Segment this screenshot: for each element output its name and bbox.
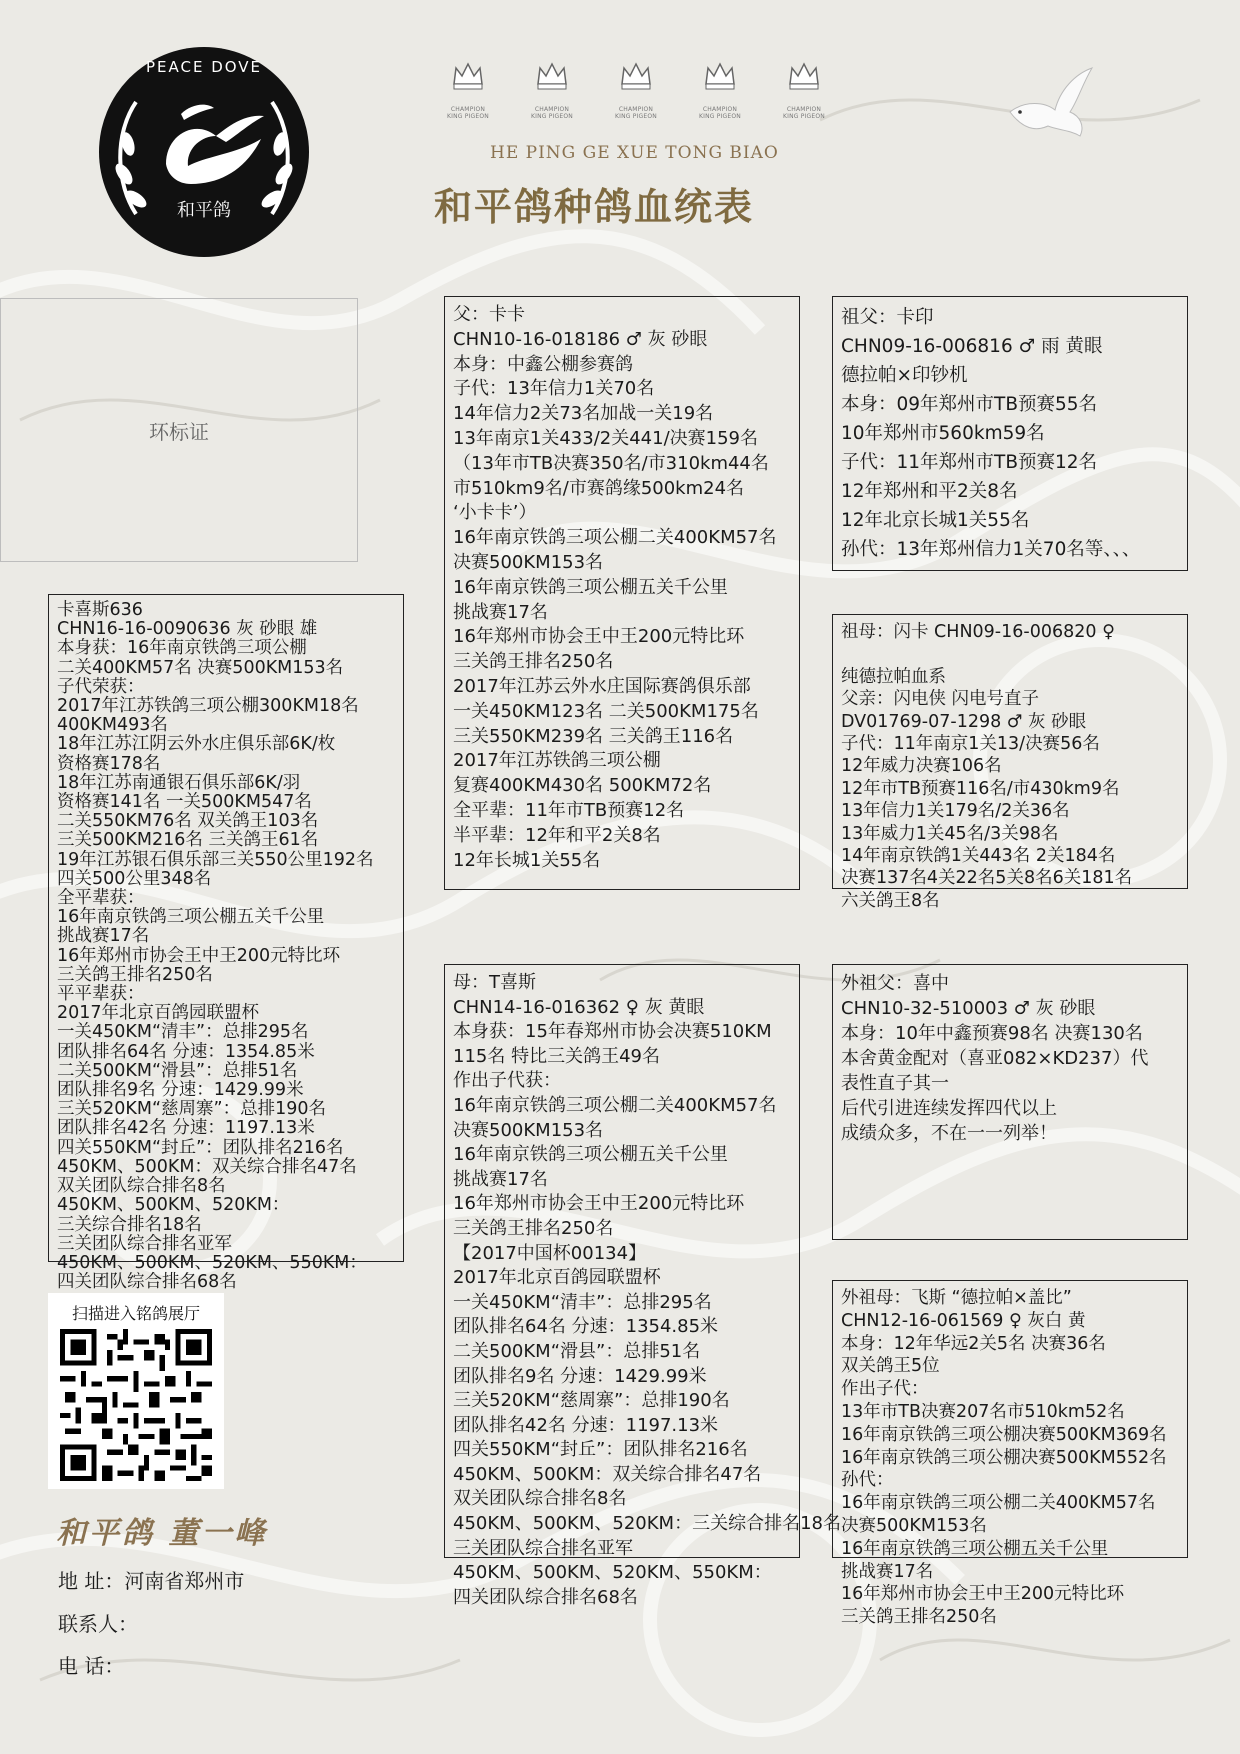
record-line: CHN12-16-061569 ♀ 灰白 黄: [841, 1310, 1086, 1331]
record-line: 二关500KM“滑县”：总排51名: [57, 1060, 298, 1081]
record-line: 外祖母：飞斯 “德拉帕×盖比”: [841, 1288, 1072, 1308]
crown-caption-2: KING PIGEON: [615, 113, 657, 120]
record-line: 双关鸽王5位: [841, 1356, 940, 1377]
phone-row: [58, 1650, 124, 1679]
record-line: 孙代：13年郑州信力1关70名等、、、: [841, 539, 1141, 560]
record-line: 本身获：15年春郑州市协会决赛510KM: [453, 1021, 772, 1043]
record-line: 13年市TB决赛207名市510km52名: [841, 1401, 1125, 1422]
record-line: 四关550KM“封丘”：团队排名216名: [57, 1137, 344, 1158]
crown-caption-2: KING PIGEON: [783, 113, 825, 120]
record-line: 18年江苏江阴云外水庄俱乐部6K/枚: [57, 734, 336, 755]
record-line: 本身：09年郑州市TB预赛55名: [841, 394, 1098, 415]
record-line: （13年市TB决赛350名/市310km44名: [453, 452, 769, 474]
record-line: [841, 643, 1132, 665]
record-line: 三关520KM“慈周寨”：总排190名: [57, 1099, 327, 1120]
record-line: 三关鸽王排名250名: [453, 651, 614, 673]
record-line: 13年信力1关179名/2关36名: [841, 801, 1070, 822]
record-line: 子代荣获：: [57, 676, 145, 697]
crown-caption-1: CHAMPION: [450, 106, 486, 113]
record-line: 三关团队综合排名亚军: [453, 1537, 633, 1559]
record-line: 复赛400KM430名 500KM72名: [453, 775, 712, 797]
address-row: [58, 1565, 244, 1594]
record-line: 450KM、500KM、520KM：: [57, 1195, 290, 1216]
record-line: 三关鸽王排名250名: [841, 1607, 997, 1628]
record-line: 祖父：卡印: [841, 307, 934, 328]
record-line: 市510km9名/市赛鸽缘500km24名: [453, 477, 745, 499]
record-line: 平平辈获：: [57, 984, 145, 1005]
pigeon-lines: [57, 601, 374, 1292]
record-line: 19年江苏银石俱乐部三关550公里192名: [57, 849, 374, 870]
record-line: 16年南京铁鸽三项公棚决赛500KM369名: [841, 1424, 1167, 1445]
crown-icon: [448, 56, 488, 96]
crown-emblem: [512, 56, 592, 122]
record-line: 本身：中鑫公棚参赛鸽: [453, 353, 633, 375]
record-line: 子代：11年南京1关13/决赛56名: [841, 734, 1100, 755]
record-line: 德拉帕×印钞机: [841, 365, 968, 386]
record-line: 挑战赛17名: [453, 1168, 548, 1190]
crown-caption-1: CHAMPION: [702, 106, 738, 113]
crown-emblem: [764, 56, 844, 122]
record-line: 2017年江苏铁鸽三项公棚: [453, 750, 661, 772]
record-line: 团队排名9名 分速：1429.99米: [453, 1365, 707, 1387]
record-line: 16年南京铁鸽三项公棚五关千公里: [841, 1538, 1109, 1559]
maternal-grand-dam-record-box: [832, 1280, 1188, 1628]
crown-icon: [532, 56, 572, 96]
record-line: 2017年江苏云外水庄国际赛鸽俱乐部: [453, 675, 751, 697]
record-line: CHN09-16-006816 ♂ 雨 黄眼: [841, 336, 1103, 357]
record-line: ‘小卡卡’）: [453, 502, 537, 524]
phone-label: 电 话：: [58, 1654, 125, 1678]
sire-lines: [453, 303, 777, 873]
record-line: 2017年北京百鸽园联盟杯: [453, 1267, 661, 1289]
record-line: 资格赛178名: [57, 753, 161, 774]
record-line: 450KM、500KM、520KM、550KM：: [453, 1562, 772, 1584]
grand-sire-record-box: [832, 296, 1188, 571]
brand-signature: 和平鸽 董一峰: [56, 1516, 268, 1551]
record-line: 四关550KM“封丘”：团队排名216名: [453, 1439, 748, 1461]
record-line: 16年郑州市协会王中王200元特比环: [57, 945, 341, 966]
record-line: 12年长城1关55名: [453, 849, 601, 871]
record-line: 三关鸽王排名250名: [453, 1217, 614, 1239]
record-line: 团队排名42名 分速：1197.13米: [57, 1118, 315, 1139]
pigeon-record-box: [48, 594, 404, 1293]
ring-certificate-label: 环标证: [149, 419, 209, 444]
record-line: 18年江苏南通银石俱乐部6K/羽: [57, 772, 301, 793]
record-line: 挑战赛17名: [453, 601, 548, 623]
record-line: 四关500公里348名: [57, 868, 212, 889]
record-line: 16年南京铁鸽三项公棚五关千公里: [453, 1144, 728, 1166]
record-line: 三关团队综合排名亚军: [57, 1233, 232, 1254]
record-line: 决赛137名4关22名5关8名6关181名: [841, 868, 1133, 889]
record-line: 16年南京铁鸽三项公棚五关千公里: [57, 907, 325, 928]
maternal-grand-sire-record-box: [832, 964, 1188, 1240]
record-line: 决赛500KM153名: [841, 1515, 987, 1536]
record-line: 卡喜斯636: [57, 600, 143, 620]
record-line: 三关550KM239名 三关鸽王116名: [453, 725, 734, 747]
grand-dam-lines: [841, 621, 1132, 912]
record-line: 三关520KM“慈周寨”：总排190名: [453, 1390, 730, 1412]
qr-code-icon[interactable]: [60, 1329, 212, 1481]
crown-banner: [428, 56, 838, 122]
record-line: 成绩众多，不在一一列举！: [841, 1123, 1057, 1144]
record-line: 团队排名42名 分速：1197.13米: [453, 1414, 719, 1436]
crown-caption-1: CHAMPION: [786, 106, 822, 113]
record-line: 母：T喜斯: [453, 972, 536, 993]
record-line: 作出子代获：: [453, 1070, 561, 1092]
record-line: 子代：11年郑州市TB预赛12名: [841, 452, 1098, 473]
record-line: 本身：10年中鑫预赛98名 决赛130名: [841, 1023, 1143, 1044]
record-line: 13年威力1关45名/3关98名: [841, 823, 1059, 844]
qr-card[interactable]: [48, 1293, 224, 1489]
record-line: 挑战赛17名: [57, 926, 150, 947]
record-line: 2017年江苏铁鸽三项公棚300KM18名: [57, 696, 359, 717]
record-line: 16年南京铁鸽三项公棚五关千公里: [453, 576, 728, 598]
record-line: 团队排名64名 分速：1354.85米: [453, 1316, 719, 1338]
record-line: 双关团队综合排名8名: [453, 1488, 627, 1510]
record-line: 16年郑州市协会王中王200元特比环: [453, 1193, 745, 1215]
record-line: 12年北京长城1关55名: [841, 510, 1030, 531]
record-line: 三关500KM216名 三关鸽王61名: [57, 830, 319, 851]
record-line: 半平辈：12年和平2关8名: [453, 824, 661, 846]
record-line: 团队排名64名 分速：1354.85米: [57, 1041, 315, 1062]
sire-record-box: [444, 296, 800, 890]
pinyin-title: HE PING GE XUE TONG BIAO: [490, 143, 779, 163]
record-line: 作出子代：: [841, 1379, 929, 1400]
crown-caption-2: KING PIGEON: [531, 113, 573, 120]
record-line: 后代引进连续发挥四代以上: [841, 1098, 1057, 1119]
record-line: 资格赛141名 一关500KM547名: [57, 792, 312, 813]
record-line: 14年南京铁鸽1关443名 2关184名: [841, 846, 1116, 867]
record-line: 450KM、500KM、520KM、550KM：: [57, 1252, 367, 1273]
record-line: 外祖父：喜中: [841, 973, 949, 994]
record-line: 决赛500KM153名: [453, 1119, 604, 1141]
ring-certificate-placeholder: [0, 298, 358, 562]
record-line: 12年郑州和平2关8名: [841, 481, 1018, 502]
record-line: 团队排名9名 分速：1429.99米: [57, 1080, 304, 1101]
page-title: 和平鸽种鸽血统表: [434, 184, 755, 229]
crown-caption-1: CHAMPION: [534, 106, 570, 113]
dam-record-box: [444, 964, 841, 1608]
record-line: 16年南京铁鸽三项公棚决赛500KM552名: [841, 1447, 1167, 1468]
record-line: 一关450KM“清丰”：总排295名: [453, 1291, 712, 1313]
qr-caption: 扫描进入铭鸽展厅: [71, 1304, 200, 1323]
record-line: 四关团队综合排名68名: [453, 1586, 638, 1608]
record-line: 450KM、500KM：双关综合排名47名: [453, 1463, 762, 1485]
record-line: 本身：12年华远2关5名 决赛36名: [841, 1333, 1106, 1354]
record-line: 双关团队综合排名8名: [57, 1176, 226, 1197]
address-label: 地 址：: [58, 1569, 125, 1593]
dove-icon: [1000, 60, 1100, 160]
record-line: 450KM、500KM、520KM：三关综合排名18名: [453, 1513, 841, 1535]
record-line: 400KM493名: [57, 715, 168, 736]
logo-text-bottom: 和平鸽: [177, 200, 231, 221]
record-line: 父亲：闪电侠 闪电号直子: [841, 689, 1040, 710]
record-line: 三关鸽王排名250名: [57, 964, 213, 985]
crown-icon: [616, 56, 656, 96]
record-line: 450KM、500KM：双关综合排名47名: [57, 1156, 357, 1177]
record-line: 【2017中国杯00134】: [453, 1242, 647, 1264]
address-value: 河南省郑州市: [124, 1569, 245, 1593]
crown-emblem: [428, 56, 508, 122]
record-line: 一关450KM123名 二关500KM175名: [453, 700, 759, 722]
record-line: 本身获：16年南京铁鸽三项公棚: [57, 638, 307, 659]
record-line: 四关团队综合排名68名: [57, 1272, 237, 1293]
record-line: 16年郑州市协会王中王200元特比环: [453, 626, 745, 648]
crown-emblem: [680, 56, 760, 122]
logo-text-top: PEACE DOVE: [145, 58, 263, 76]
record-line: 本舍黄金配对（喜亚082×KD237）代: [841, 1048, 1149, 1069]
contact-row: [58, 1608, 138, 1637]
record-line: 六关鸽王8名: [841, 890, 940, 911]
record-line: 决赛500KM153名: [453, 551, 604, 573]
crown-caption-2: KING PIGEON: [699, 113, 741, 120]
record-line: 16年郑州市协会王中王200元特比环: [841, 1584, 1125, 1605]
grand-sire-lines: [841, 303, 1140, 564]
record-line: 二关500KM“滑县”：总排51名: [453, 1340, 701, 1362]
grand-dam-record-box: [832, 614, 1188, 911]
crown-icon: [700, 56, 740, 96]
record-line: 13年南京1关433/2关441/决赛159名: [453, 427, 759, 449]
record-line: 三关综合排名18名: [57, 1214, 202, 1235]
record-line: 10年郑州市560km59名: [841, 423, 1045, 444]
record-line: 一关450KM“清丰”：总排295名: [57, 1022, 309, 1043]
record-line: 纯德拉帕血系: [841, 666, 946, 687]
crown-emblem: [596, 56, 676, 122]
record-line: CHN16-16-0090636 灰 砂眼 雄: [57, 619, 318, 640]
record-line: 16年南京铁鸽三项公棚二关400KM57名: [841, 1493, 1156, 1514]
record-line: 二关550KM76名 双关鸽王103名: [57, 811, 319, 832]
record-line: 子代：13年信力1关70名: [453, 378, 655, 400]
record-line: 全平辈获：: [57, 888, 145, 909]
record-line: CHN10-32-510003 ♂ 灰 砂眼: [841, 998, 1096, 1019]
record-line: 祖母：闪卡 CHN09-16-006820 ♀: [841, 622, 1115, 642]
crown-caption-1: CHAMPION: [618, 106, 654, 113]
maternal-grand-dam-lines: [841, 1287, 1167, 1629]
record-line: 16年南京铁鸽三项公棚二关400KM57名: [453, 1094, 777, 1116]
record-line: 孙代：: [841, 1470, 894, 1491]
dam-lines: [453, 971, 841, 1610]
crown-caption-2: KING PIGEON: [447, 113, 489, 120]
record-line: 全平辈：11年市TB预赛12名: [453, 799, 685, 821]
record-line: 12年市TB预赛116名/市430km9名: [841, 778, 1120, 799]
record-line: CHN10-16-018186 ♂ 灰 砂眼: [453, 328, 708, 350]
peace-dove-logo: [96, 44, 312, 260]
record-line: 表性直子其一: [841, 1073, 949, 1094]
record-line: 挑战赛17名: [841, 1561, 934, 1582]
record-line: DV01769-07-1298 ♂ 灰 砂眼: [841, 711, 1087, 732]
record-line: 二关400KM57名 决赛500KM153名: [57, 657, 344, 678]
record-line: 父：卡卡: [453, 304, 525, 325]
record-line: 16年南京铁鸽三项公棚二关400KM57名: [453, 527, 777, 549]
maternal-grand-sire-lines: [841, 971, 1148, 1146]
record-line: 14年信力2关73名加战一关19名: [453, 403, 714, 425]
record-line: 115名 特比三关鸽王49名: [453, 1045, 660, 1067]
record-line: CHN14-16-016362 ♀ 灰 黄眼: [453, 996, 705, 1018]
crown-icon: [784, 56, 824, 96]
record-line: 2017年北京百鸽园联盟杯: [57, 1003, 260, 1024]
record-line: 12年威力决赛106名: [841, 756, 1002, 777]
contact-label: 联系人：: [58, 1612, 138, 1636]
